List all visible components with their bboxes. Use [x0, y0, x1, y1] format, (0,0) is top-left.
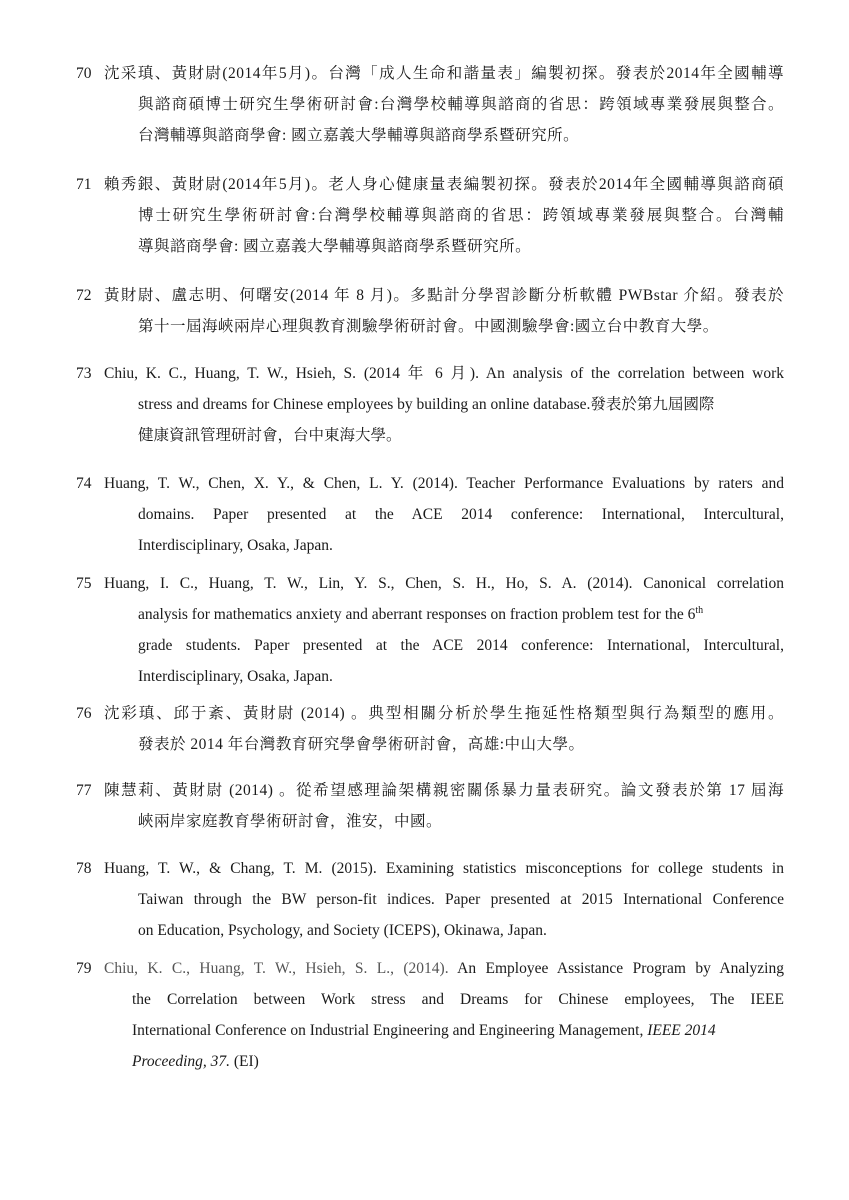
reference-line — [104, 599, 784, 630]
reference-line: Huang, T. W., & Chang, T. M. (2015). Examining statistics misconceptions for college students in — [104, 860, 784, 877]
reference-number: 76 — [76, 705, 92, 722]
reference-authors: Chiu, K. C., Huang, T. W., Hsieh, S. L., (2014). — [104, 960, 449, 977]
reference-line: 與諮商碩博士研究生學術研討會:台灣學校輔導與諮商的省思：跨領域專業發展與整合。 — [138, 96, 784, 113]
reference-line — [104, 953, 784, 984]
reference-item-75 — [76, 568, 784, 692]
reference-line: the Correlation between Work stress and Dreams for Chinese employees, The IEEE — [132, 991, 784, 1008]
reference-item-79 — [76, 953, 784, 1077]
reference-line: 導與諮商學會: 國立嘉義大學輔導與諮商學系暨研究所。 — [138, 238, 532, 255]
reference-text: (EI) — [230, 1053, 259, 1070]
reference-number: 72 — [76, 287, 92, 304]
reference-line: Interdisciplinary, Osaka, Japan. — [138, 537, 333, 554]
reference-number: 74 — [76, 475, 92, 492]
reference-line: grade students. Paper presented at the ACE 2014 conference: International, Intercultural, — [138, 637, 784, 654]
reference-italic-text: Proceeding, 37. — [132, 1053, 230, 1070]
reference-item-71 — [76, 169, 784, 262]
reference-line — [104, 1015, 784, 1046]
reference-number: 77 — [76, 782, 92, 799]
reference-line: 峽兩岸家庭教育學術研討會，淮安，中國。 — [138, 813, 443, 830]
reference-item-73 — [76, 358, 784, 451]
reference-text: analysis for mathematics anxiety and aberrant responses on fraction problem test for the 6 — [138, 606, 696, 623]
reference-number: 79 — [76, 960, 92, 977]
reference-line: Huang, I. C., Huang, T. W., Lin, Y. S., Chen, S. H., Ho, S. A. (2014). Canonical correlation — [104, 575, 784, 592]
superscript: th — [695, 604, 704, 616]
reference-line: 健康資訊管理研討會，台中東海大學。 — [138, 427, 402, 444]
reference-line — [104, 1046, 784, 1077]
reference-item-78 — [76, 853, 784, 946]
reference-number: 75 — [76, 575, 92, 592]
reference-line: 發表於 2014 年台灣教育研究學會學術研討會，高雄:中山大學。 — [138, 736, 585, 753]
reference-line: 黃財尉、盧志明、何曙安(2014 年 8 月)。多點計分學習診斷分析軟體 PWBstar 介紹。發表於 — [104, 287, 784, 304]
reference-italic-text: IEEE 2014 — [643, 1022, 716, 1039]
reference-item-72 — [76, 280, 784, 342]
reference-line: Taiwan through the BW person-fit indices. Paper presented at 2015 International Conference — [138, 891, 784, 908]
reference-text: International Conference on Industrial Engineering and Engineering Management, — [132, 1022, 644, 1039]
reference-line: 陳慧莉、黃財尉 (2014) 。從希望感理論架構親密關係暴力量表研究。論文發表於第 17 屆海 — [104, 782, 784, 799]
reference-number: 70 — [76, 65, 92, 82]
reference-number: 78 — [76, 860, 92, 877]
reference-text: An Employee Assistance Program by Analyzing — [448, 960, 784, 977]
reference-item-70 — [76, 58, 784, 151]
reference-line: 沈彩瑱、邱于紊、黃財尉 (2014) 。典型相關分析於學生拖延性格類型與行為類型的應用。 — [104, 705, 784, 722]
reference-line: Chiu, K. C., Huang, T. W., Hsieh, S. (2014 年 6 月). An analysis of the correlation between work — [104, 365, 784, 382]
reference-number: 71 — [76, 176, 92, 193]
reference-line: Interdisciplinary, Osaka, Japan. — [138, 668, 333, 685]
reference-line: 博士研究生學術研討會:台灣學校輔導與諮商的省思：跨領域專業發展與整合。台灣輔 — [138, 207, 784, 224]
reference-number: 73 — [76, 365, 92, 382]
reference-line: 賴秀銀、黃財尉(2014年5月)。老人身心健康量表編製初探。發表於2014年全國輔導與諮商碩 — [104, 176, 784, 193]
reference-line: 第十一屆海峽兩岸心理與教育測驗學術研討會。中國測驗學會:國立台中教育大學。 — [138, 318, 719, 335]
reference-item-77 — [76, 775, 784, 837]
reference-line: on Education, Psychology, and Society (ICEPS), Okinawa, Japan. — [138, 922, 547, 939]
reference-item-76 — [76, 698, 784, 760]
reference-line: domains. Paper presented at the ACE 2014 conference: International, Intercultural, — [138, 506, 784, 523]
reference-item-74 — [76, 468, 784, 561]
reference-line: stress and dreams for Chinese employees by building an online database.發表於第九屆國際 — [138, 396, 715, 413]
reference-line: 台灣輔導與諮商學會: 國立嘉義大學輔導與諮商學系暨研究所。 — [138, 127, 580, 144]
reference-line: 沈采瑱、黃財尉(2014年5月)。台灣「成人生命和諧量表」編製初探。發表於2014年全國輔導 — [104, 65, 784, 82]
reference-line: Huang, T. W., Chen, X. Y., & Chen, L. Y. (2014). Teacher Performance Evaluations by raters and — [104, 475, 784, 492]
